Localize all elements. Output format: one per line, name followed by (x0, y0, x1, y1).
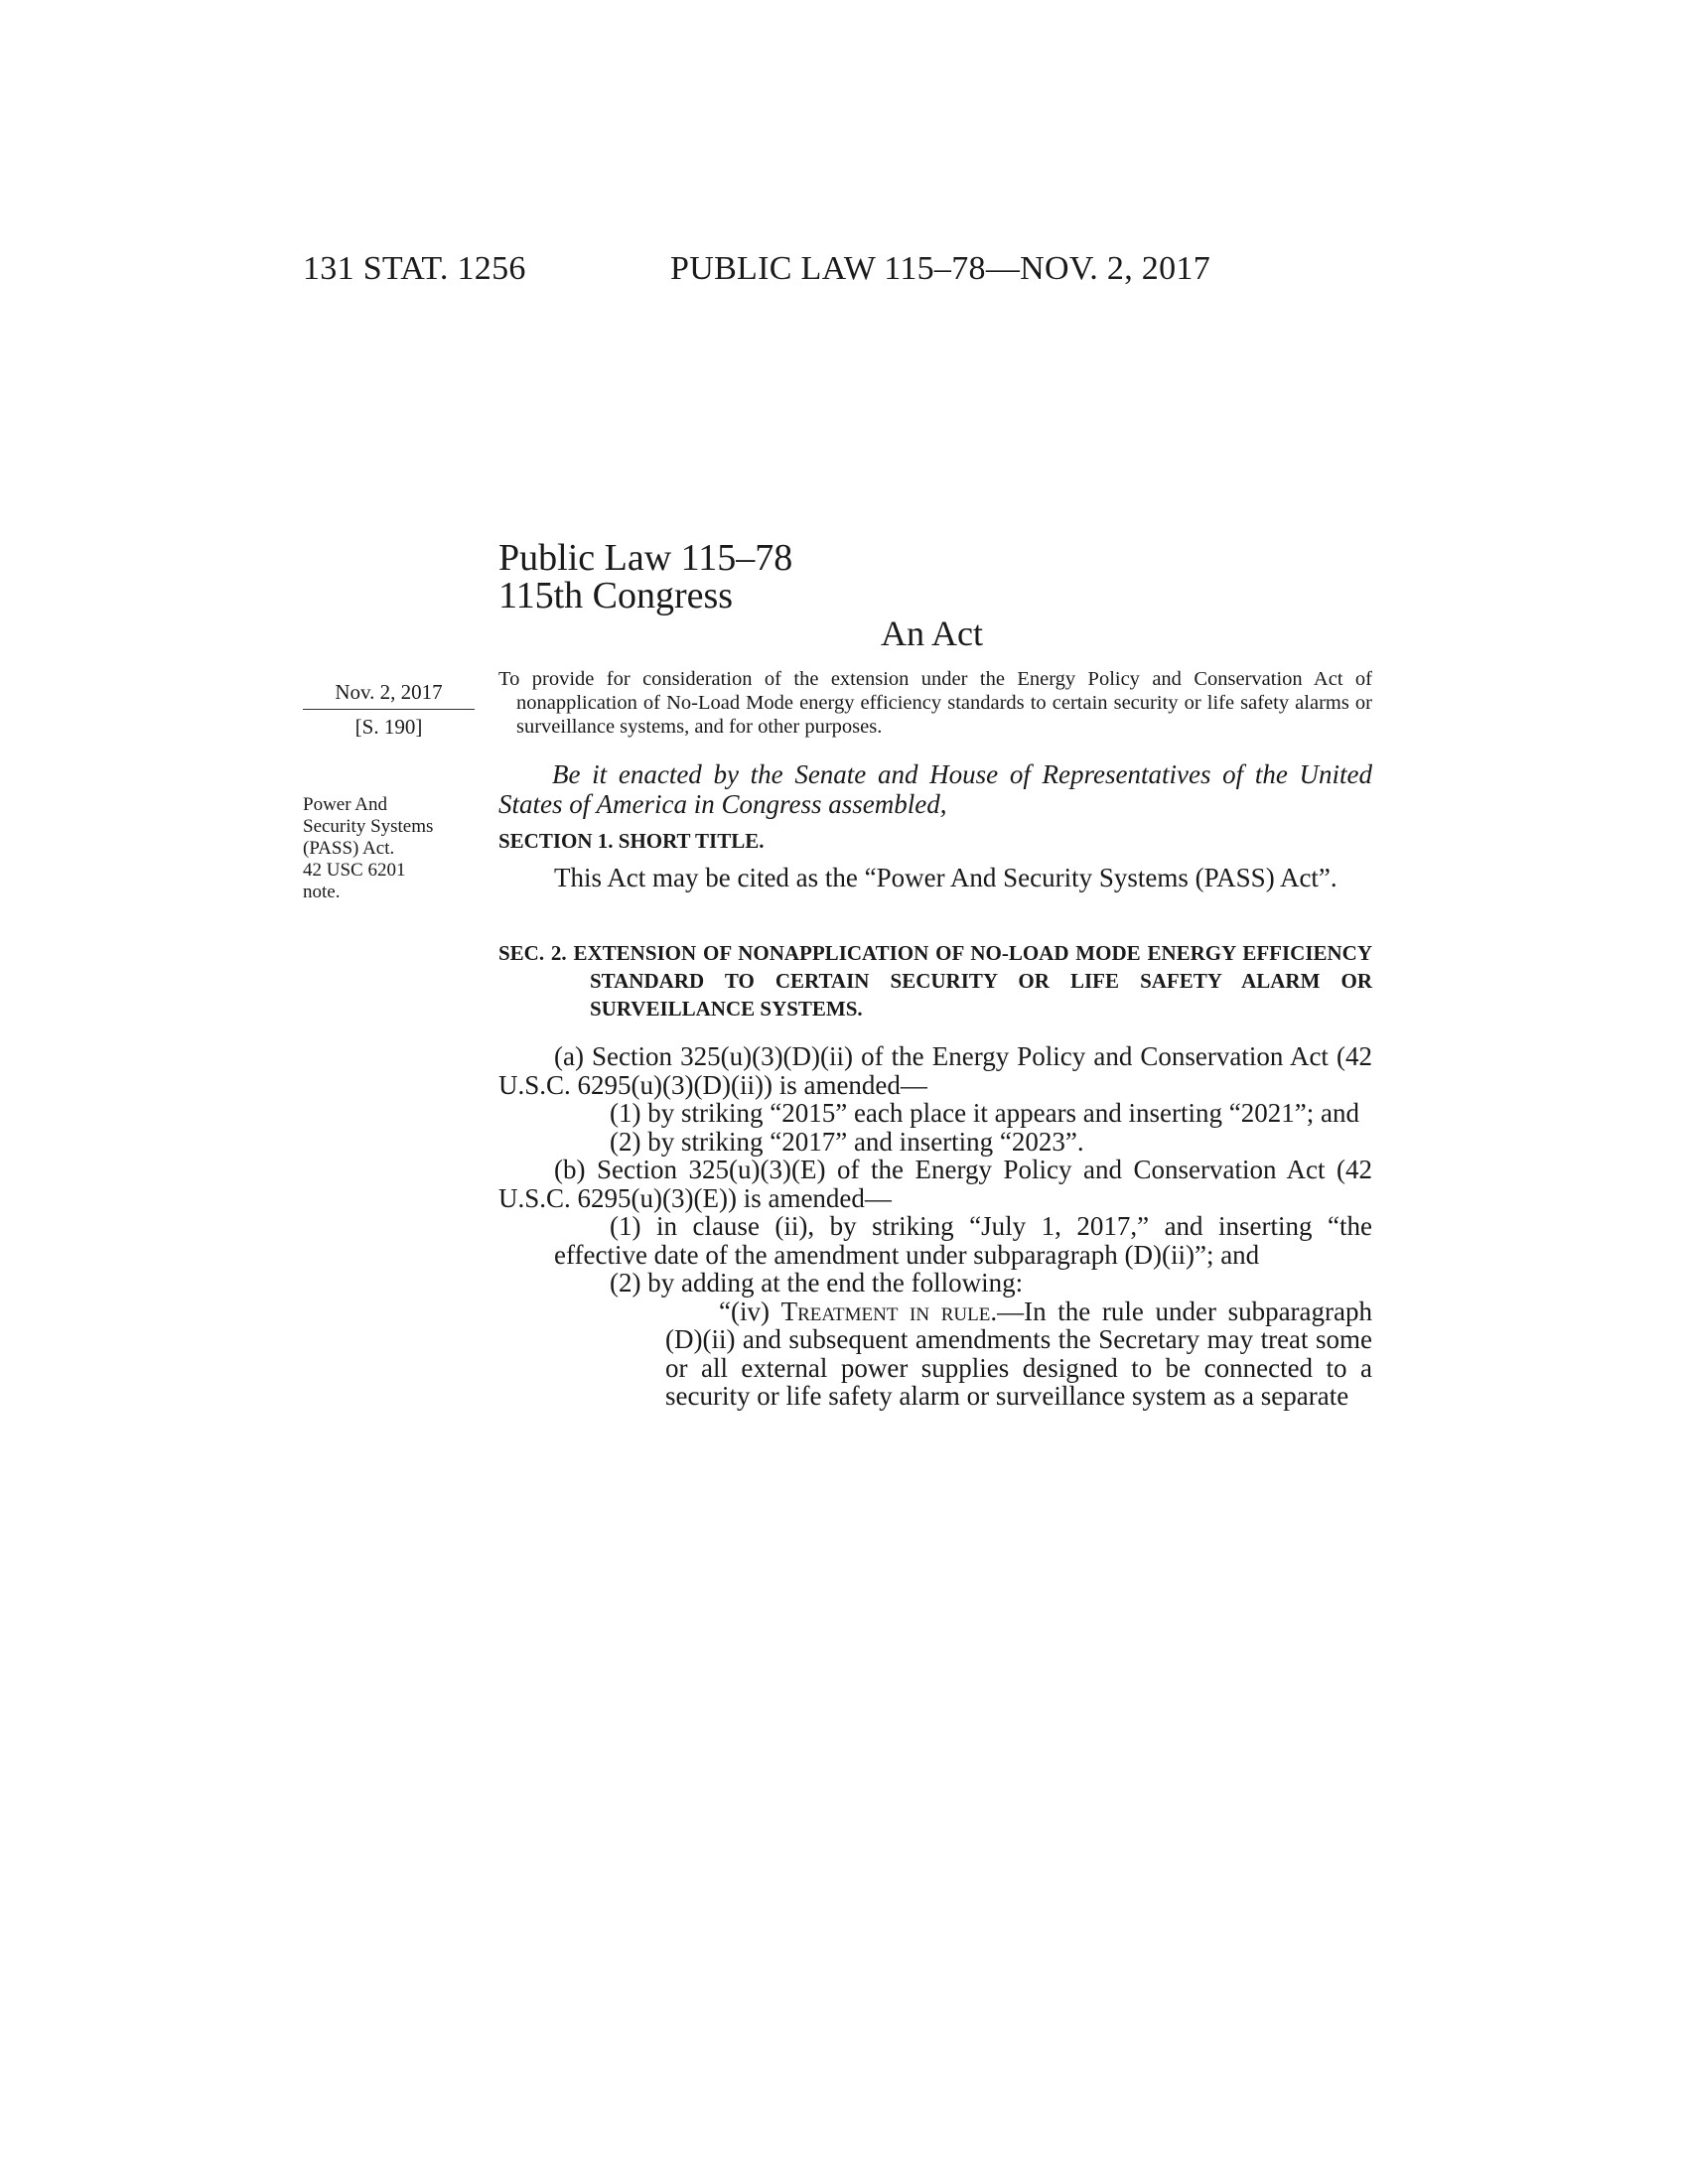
page-stat-citation: 131 STAT. 1256 (303, 250, 526, 287)
paragraph-a1: (1) by striking “2015” each place it appears and inserting “2021”; and (610, 1098, 1359, 1128)
subsection-a: (a) Section 325(u)(3)(D)(ii) of the Energy Policy and Conservation Act (42 U.S.C. 6295(u)(3)(D)(ii)) is amended— (498, 1041, 1372, 1100)
subsection-b: (b) Section 325(u)(3)(E) of the Energy Policy and Conservation Act (42 U.S.C. 6295(u)(3)(E)) is amended— (498, 1155, 1372, 1213)
margin-date: Nov. 2, 2017 (335, 680, 443, 704)
margin-note (303, 794, 472, 903)
paragraph-b1: (1) in clause (ii), by striking “July 1, 2017,” and inserting “the effective date of the amendment under subparagraph (D)(ii)”; and (554, 1211, 1372, 1270)
margin-note-line: (PASS) Act. (303, 838, 395, 859)
margin-note-line: 42 USC 6201 (303, 860, 406, 881)
an-act-heading: An Act (881, 614, 983, 653)
section-2-body (498, 1042, 1372, 1411)
clause-iv-heading: Treatment in rule (780, 1296, 991, 1326)
clause-iv (498, 1297, 1372, 1411)
section-2-heading: SEC. 2. EXTENSION OF NONAPPLICATION OF NO-LOAD MODE ENERGY EFFICIENCY STANDARD TO CERTAIN SECURITY OR LIFE SAFETY ALARM OR SURVEILLANCE SYSTEMS. (498, 941, 1372, 1021)
margin-bill-number: [S. 190] (354, 715, 423, 739)
act-purpose: To provide for consideration of the extension under the Energy Policy and Conservation Act of nonapplication of No-Load Mode energy efficiency standards to certain security or life safety alarms or surveillance systems, and for other purposes. (498, 668, 1372, 738)
section-1-heading: SECTION 1. SHORT TITLE. (498, 829, 765, 853)
margin-note-line: Security Systems (303, 816, 434, 837)
margin-note-line: Power And (303, 794, 387, 815)
running-header: PUBLIC LAW 115–78—NOV. 2, 2017 (670, 250, 1211, 287)
clause-iv-label: “(iv) (719, 1296, 770, 1326)
margin-divider (303, 709, 475, 710)
paragraph-b2: (2) by adding at the end the following: (610, 1268, 1024, 1297)
clause-iv-text: .—In the rule under subparagraph (D)(ii) and subsequent amendments the Secretary may treat some or all external power supplies designed to be connected to a security or life safety alarm or surveillance system as a separate (665, 1296, 1373, 1411)
congress-title: 115th Congress (498, 575, 734, 616)
section-1-text: This Act may be cited as the “Power And Security Systems (PASS) Act”. (554, 863, 1337, 892)
enacting-clause: Be it enacted by the Senate and House of Representatives of the United States of America in Congress assembled, (498, 759, 1372, 819)
public-law-title: Public Law 115–78 (498, 537, 793, 579)
margin-note-line: note. (303, 882, 341, 902)
paragraph-a2: (2) by striking “2017” and inserting “2023”. (610, 1126, 1084, 1157)
